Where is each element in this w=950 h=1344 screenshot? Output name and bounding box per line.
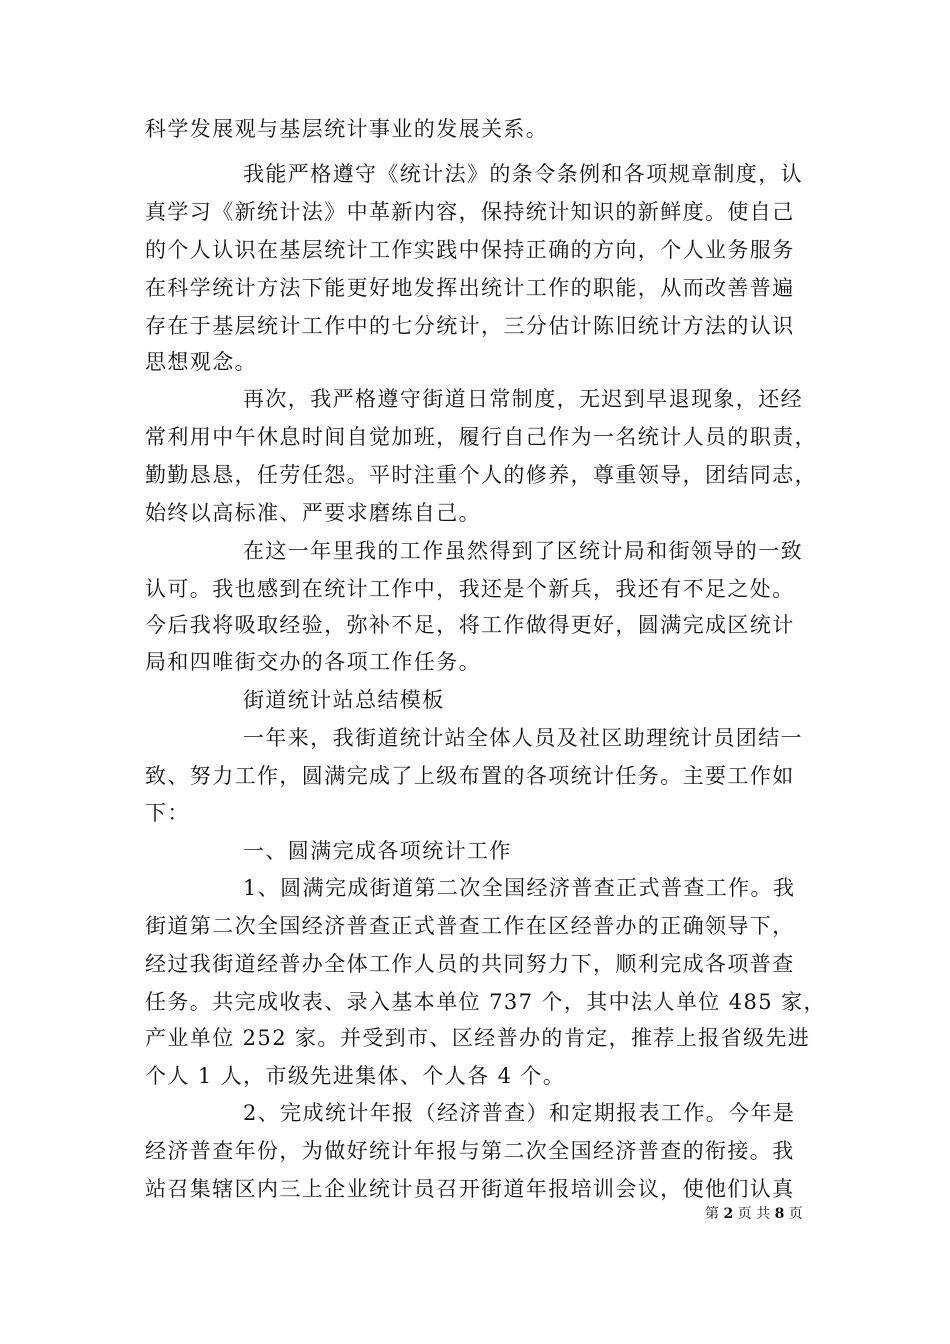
text-line: 产业单位 252 家。并受到市、区经普办的肯定，推荐上报省级先进 (145, 1026, 811, 1050)
text-line: 经过我街道经普办全体工作人员的共同努力下，顺利完成各项普查 (145, 952, 795, 976)
text-line: 我能严格遵守《统计法》的条令条例和各项规章制度，认 (243, 162, 803, 186)
text-line: 认可。我也感到在统计工作中，我还是个新兵，我还有不足之处。 (145, 577, 795, 601)
text-line: 站召集辖区内三上企业统计员召开街道年报培训会议，使他们认真 (145, 1177, 795, 1201)
text-line: 在科学统计方法下能更好地发挥出统计工作的职能，从而改善普遍 (145, 276, 795, 300)
footer-suffix: 页 (784, 1206, 803, 1222)
text-line: 致、努力工作，圆满完成了上级布置的各项统计任务。主要工作如 (145, 764, 795, 788)
text-line: 思想观念。 (145, 350, 257, 374)
footer-prefix: 第 (705, 1206, 724, 1222)
total-page-count: 8 (774, 1206, 785, 1222)
text-line: 局和四唯街交办的各项工作任务。 (145, 650, 481, 674)
text-line: 再次，我严格遵守街道日常制度，无迟到早退现象，还经 (243, 387, 803, 411)
text-line: 的个人认识在基层统计工作实践中保持正确的方向，个人业务服务 (145, 238, 795, 262)
text-line: 勤勤恳恳，任劳任怨。平时注重个人的修养，尊重领导，团结同志， (145, 463, 817, 487)
current-page-number: 2 (723, 1206, 734, 1222)
text-line: 科学发展观与基层统计事业的发展关系。 (145, 117, 549, 141)
text-line: 常利用中午休息时间自觉加班，履行自己作为一名统计人员的职责， (145, 425, 817, 449)
text-line: 真学习《新统计法》中革新内容，保持统计知识的新鲜度。使自己 (145, 200, 795, 224)
text-line: 个人 1 人，市级先进集体、个人各 4 个。 (145, 1064, 566, 1088)
text-line: 街道第二次全国经济普查正式普查工作在区经普办的正确领导下， (145, 914, 795, 938)
text-line: 始终以高标准、严要求磨练自己。 (145, 501, 481, 525)
page-number-footer (705, 1204, 803, 1224)
text-line: 任务。共完成收表、录入基本单位 737 个，其中法人单位 485 家， (145, 990, 826, 1014)
text-line: 下： (145, 801, 190, 825)
text-line: 经济普查年份，为做好统计年报与第二次全国经济普查的衔接。我 (145, 1139, 795, 1163)
text-line: 2、完成统计年报（经济普查）和定期报表工作。今年是 (243, 1101, 796, 1125)
text-line: 一年来，我街道统计站全体人员及社区助理统计员团结一 (243, 726, 803, 750)
footer-middle: 页 共 (733, 1206, 775, 1222)
text-line: 存在于基层统计工作中的七分统计，三分估计陈旧统计方法的认识 (145, 314, 795, 338)
text-line: 在这一年里我的工作虽然得到了区统计局和街领导的一致 (243, 539, 803, 563)
section-heading: 一、圆满完成各项统计工作 (243, 839, 512, 863)
text-line: 1、圆满完成街道第二次全国经济普查正式普查工作。我 (243, 876, 796, 900)
text-line: 今后我将吸取经验，弥补不足，将工作做得更好，圆满完成区统计 (145, 613, 795, 637)
section-title: 街道统计站总结模板 (243, 688, 445, 712)
